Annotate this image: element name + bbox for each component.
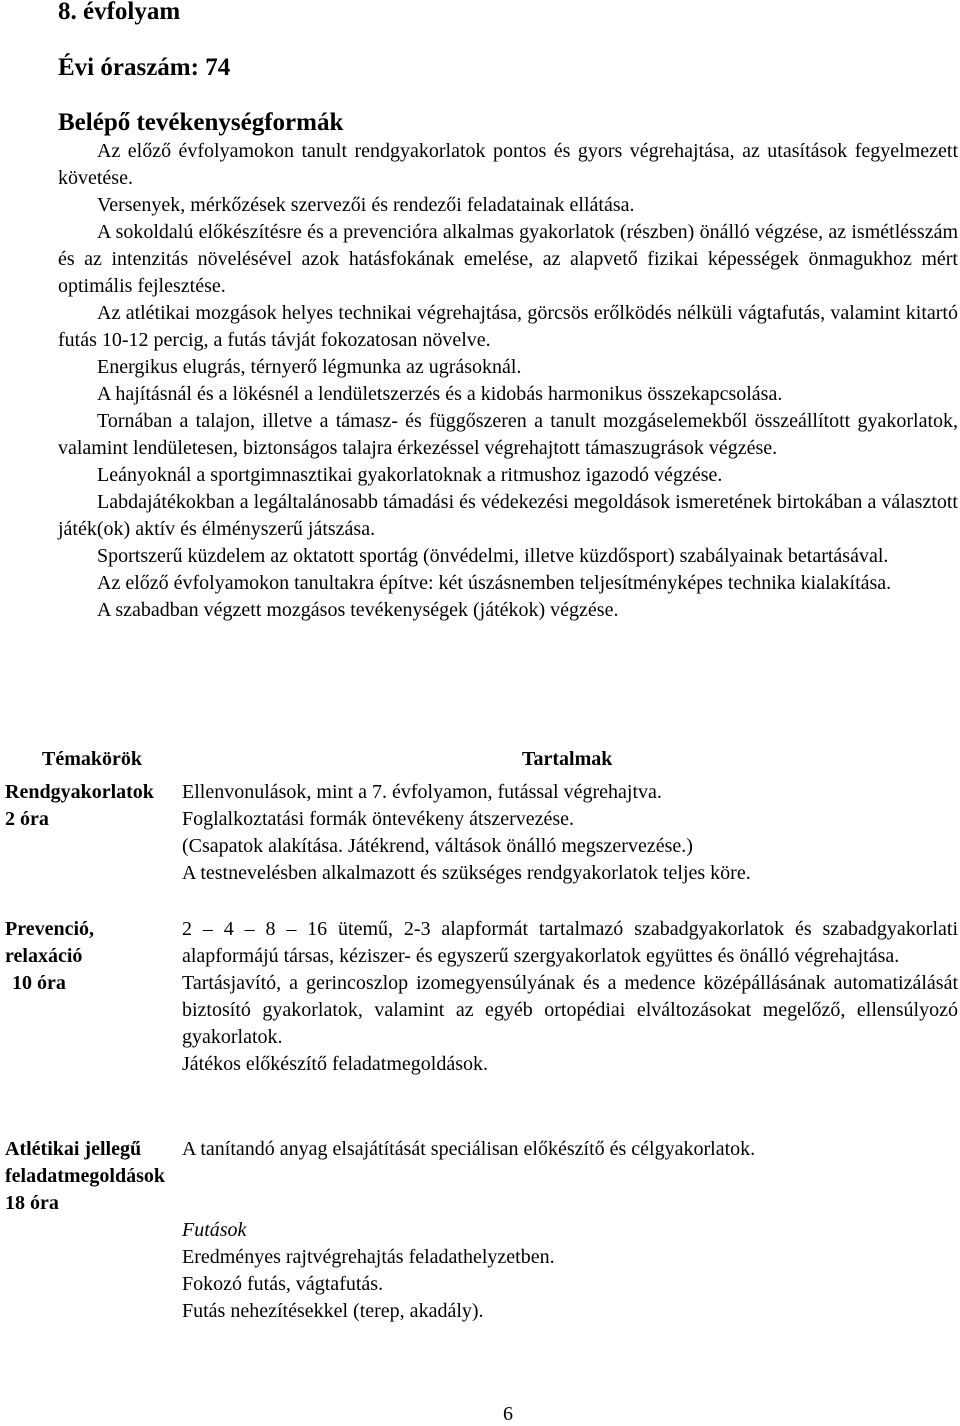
topics-column-header: Témakörök — [42, 748, 142, 770]
content-line: Futás nehezítésekkel (terep, akadály). — [182, 1300, 484, 1322]
topic-cell — [5, 779, 183, 833]
content-spacer — [182, 1163, 958, 1190]
content-paragraph: A tanítandó anyag elsajátítását speciálisan előkészítő és célgyakorlatok. — [182, 1138, 756, 1160]
intro-paragraph: Labdajátékokban a legáltalánosabb támadási és védekezési megoldások ismeretének birtokában a választott játék(ok) aktív és élményszerű játszása. — [58, 491, 958, 540]
intro-paragraph: Energikus elugrás, térnyerő légmunka az ugrásoknál. — [97, 356, 522, 378]
content-paragraph: Játékos előkészítő feladatmegoldások. — [182, 1053, 489, 1075]
intro-paragraph: Az előző évfolyamokon tanultakra építve: két úszásnemben teljesítményképes technika kialakítása. — [97, 572, 892, 594]
annual-hours-heading: Évi óraszám: 74 — [58, 54, 231, 81]
topic-name: Prevenció, — [5, 918, 95, 940]
intro-paragraph: Versenyek, mérkőzések szervezői és rendezői feladatainak ellátása. — [97, 194, 635, 216]
intro-paragraph: Az előző évfolyamokon tanult rendgyakorlatok pontos és gyors végrehajtása, az utasítások fegyelmezett követése. — [58, 140, 958, 189]
topic-hours: 18 óra — [5, 1192, 59, 1214]
subsection-title: Futások — [182, 1219, 247, 1241]
content-cell — [182, 779, 958, 887]
topic-name: feladatmegoldások — [5, 1165, 165, 1187]
content-line: Fokozó futás, vágtafutás. — [182, 1273, 384, 1295]
content-line: (Csapatok alakítása. Játékrend, váltások önálló megszervezése.) — [182, 835, 693, 857]
content-line: Eredményes rajtvégrehajtás feladathelyzetben. — [182, 1246, 555, 1268]
grade-heading: 8. évfolyam — [58, 0, 181, 25]
intro-paragraph: Tornában a talajon, illetve a támasz- és függőszeren a tanult mozgáselemekből összeállított gyakorlatok, valamint lendületesen, biztonságos talajra érkezéssel végrehajtott támaszugrások végzése. — [58, 410, 958, 459]
content-line: A testnevelésben alkalmazott és szükséges rendgyakorlatok teljes köre. — [182, 862, 751, 884]
content-cell — [182, 916, 958, 1078]
topic-cell — [5, 1136, 183, 1217]
content-line: Foglalkoztatási formák öntevékeny átszervezése. — [182, 808, 575, 830]
topic-cell — [5, 916, 183, 997]
contents-column-header: Tartalmak — [522, 748, 613, 770]
page-number: 6 — [503, 1403, 513, 1425]
entry-activities-list — [58, 138, 958, 624]
intro-paragraph: A hajításnál és a lökésnél a lendületszerzés és a kidobás harmonikus összekapcsolása. — [97, 383, 783, 405]
entry-activities-heading: Belépő tevékenységformák — [58, 109, 344, 136]
topic-hours: 2 óra — [5, 808, 49, 830]
intro-paragraph: Az atlétikai mozgások helyes technikai végrehajtása, görcsös erőlködés nélküli vágtafutás, valamint kitartó futás 10-12 percig, a futás távját fokozatosan növelve. — [58, 302, 958, 351]
topic-name: Rendgyakorlatok — [5, 781, 154, 803]
intro-paragraph: Leányoknál a sportgimnasztikai gyakorlatoknak a ritmushoz igazodó végzése. — [97, 464, 723, 486]
intro-paragraph: A sokoldalú előkészítésre és a prevencióra alkalmas gyakorlatok (részben) önálló végzése, az ismétlésszám és az intenzitás növelésével azok hatásfokának emelése, az alapvető fizikai képességek önmagukhoz mért optimális fejlesztése. — [58, 221, 958, 297]
content-line: Ellenvonulások, mint a 7. évfolyamon, futással végrehajtva. — [182, 781, 662, 803]
topic-name: Atlétikai jellegű — [5, 1138, 142, 1160]
topic-hours: 10 óra — [12, 972, 66, 994]
content-paragraph: 2 – 4 – 8 – 16 ütemű, 2-3 alapformát tartalmazó szabadgyakorlatok és szabadgyakorlati alapformájú társas, kéziszer- és egyszerű szergyakorlatok együttes és önálló végrehajtása. — [182, 918, 958, 967]
content-cell — [182, 1136, 958, 1325]
topic-name: relaxáció — [5, 945, 83, 967]
intro-paragraph: Sportszerű küzdelem az oktatott sportág (önvédelmi, illetve küzdősport) szabályainak betartásával. — [97, 545, 889, 567]
content-paragraph: Tartásjavító, a gerincoszlop izomegyensúlyának és a medence középállásának automatizálását biztosító gyakorlatok, valamint az egyéb ortopédiai elváltozásokat megelőző, ellensúlyozó gyakorlatok. — [182, 972, 958, 1048]
intro-paragraph: A szabadban végzett mozgásos tevékenységek (játékok) végzése. — [97, 599, 619, 621]
